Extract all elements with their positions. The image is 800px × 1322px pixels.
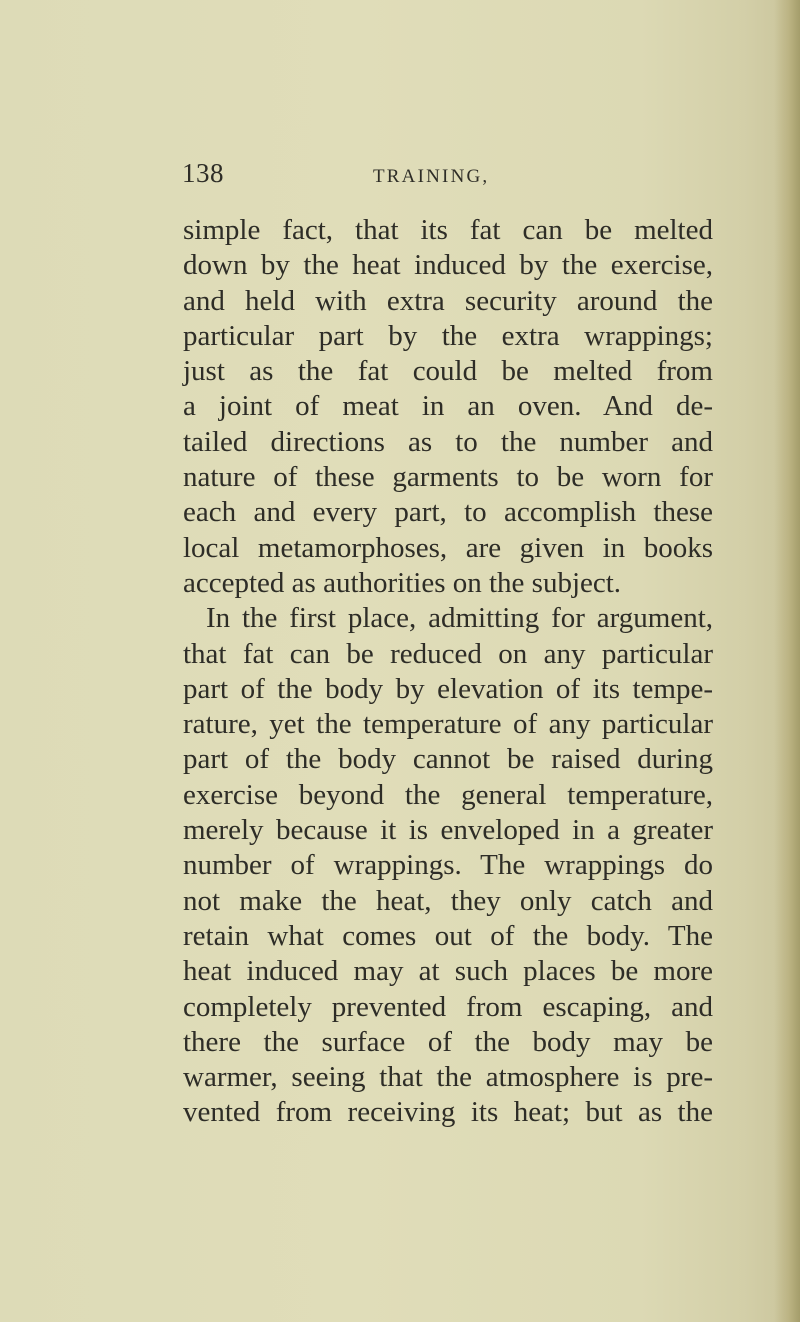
text-line: particular part by the extra wrappings; xyxy=(183,319,713,352)
text-line: rature, yet the temperature of any particular xyxy=(183,708,713,741)
text-line: simple fact, that its fat can be melted xyxy=(183,214,713,246)
text-line: part of the body by elevation of its tempe- xyxy=(183,672,713,705)
paragraph-end-line: accepted as authorities on the subject. xyxy=(183,566,622,599)
text-line: each and every part, to accomplish these xyxy=(183,496,713,529)
text-line: tailed directions as to the number and xyxy=(183,425,713,458)
text-line: down by the heat induced by the exercise, xyxy=(183,249,713,282)
text-line: nature of these garments to be worn for xyxy=(183,461,713,494)
text-line: there the surface of the body may be xyxy=(183,1025,713,1058)
body-text xyxy=(183,213,713,1131)
text-line: a joint of meat in an oven. And de- xyxy=(183,390,713,423)
text-line: warmer, seeing that the atmosphere is pre- xyxy=(183,1061,713,1094)
text-line: and held with extra security around the xyxy=(183,284,713,317)
page-number: 138 xyxy=(182,158,224,188)
text-line: heat induced may at such places be more xyxy=(183,955,713,988)
text-line: retain what comes out of the body. The xyxy=(183,919,713,952)
text-line: just as the fat could be melted from xyxy=(183,355,713,388)
text-line: not make the heat, they only catch and xyxy=(183,884,713,917)
paragraph-start-line: In the first place, admitting for argument, xyxy=(206,602,713,635)
text-line: vented from receiving its heat; but as the xyxy=(183,1096,713,1129)
running-head: TRAINING, xyxy=(373,166,490,187)
text-line: exercise beyond the general temperature, xyxy=(183,778,713,811)
text-line: number of wrappings. The wrappings do xyxy=(183,849,713,882)
text-line: part of the body cannot be raised during xyxy=(183,743,713,776)
text-line: completely prevented from escaping, and xyxy=(183,990,713,1023)
text-line: merely because it is enveloped in a greater xyxy=(183,814,713,847)
page-edge xyxy=(774,0,800,1322)
text-line: that fat can be reduced on any particular xyxy=(183,637,713,670)
text-line: local metamorphoses, are given in books xyxy=(183,531,713,564)
